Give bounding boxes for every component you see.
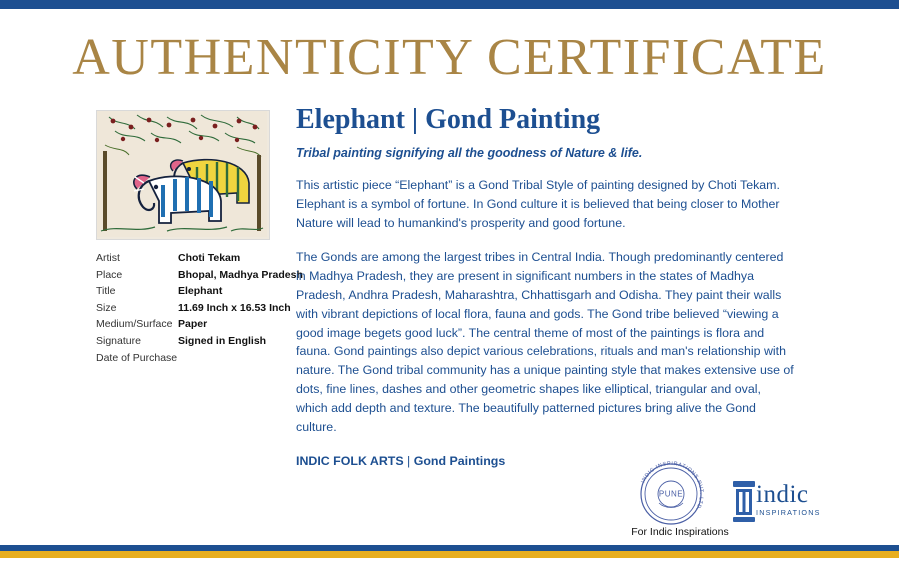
category-separator: | xyxy=(403,454,414,469)
pillar-icon xyxy=(730,477,758,523)
category-secondary: Gond Paintings xyxy=(413,454,506,469)
detail-row xyxy=(96,283,306,300)
detail-label: Title xyxy=(96,285,116,298)
detail-value: Signed in English xyxy=(178,334,267,347)
detail-label: Place xyxy=(96,268,123,281)
detail-row xyxy=(96,250,306,267)
description-paragraph-1: This artistic piece “Elephant” is a Gond Tribal Style of painting designed by Choti Tekam. Elephant is a symbol of fortune. In Gond culture it is believed that being closer to Mother Nature will lead to humankind's prosperity and good fortune. xyxy=(296,178,780,230)
category-primary: INDIC FOLK ARTS xyxy=(296,454,404,469)
category-line xyxy=(296,454,796,468)
detail-row xyxy=(96,333,306,350)
artwork-title: Elephant | Gond Painting xyxy=(296,104,601,135)
seal-stamp-icon xyxy=(632,455,710,533)
detail-label: Artist xyxy=(96,252,120,264)
detail-value: Elephant xyxy=(178,285,223,298)
artwork-details-table xyxy=(96,250,306,366)
indic-wordmark xyxy=(756,482,821,517)
description-paragraph-2: The Gonds are among the largest tribes in Central India. Though predominantly centered in Madhya Pradesh, they are present in significant numbers in the states of Madhya Pradesh, Andhra Pradesh, Maharashtra, Chhattisgarh and Odisha. They paint their walls with vibrant depictions of local flora, fauna and gods. The Gond tribe believed “viewing a good image begets good luck”. The central theme of most of the paintings is flora and fauna. Gond paintings also depict various celebrations, rituals and man's relationship with nature. The Gond tribal community has a unique painting style that makes extensive use of dots, fine lines, dashes and other geometric shapes like elliptical, triangular and oval, which add depth and texture. The beautifully patterned pictures bring alive the Gond culture. xyxy=(296,250,794,434)
gond-elephant-artwork-icon xyxy=(97,111,267,237)
detail-row xyxy=(96,350,306,367)
svg-text:INDIC INSPIRATIONS PVT. LTD.: INDIC INSPIRATIONS PVT. LTD. xyxy=(640,460,705,512)
certificate-body xyxy=(296,104,796,468)
detail-row xyxy=(96,316,306,333)
detail-label: Date of Purchase xyxy=(96,351,178,364)
bottom-white-bar xyxy=(0,558,899,565)
artwork-tagline: Tribal painting signifying all the goodness of Nature & life. xyxy=(296,146,643,160)
detail-label: Size xyxy=(96,301,117,314)
detail-label: Medium/Surface xyxy=(96,318,173,331)
svg-text:PUNE: PUNE xyxy=(658,489,684,499)
seal-caption: For Indic Inspirations xyxy=(631,526,729,538)
detail-value: Bhopal, Madhya Pradesh xyxy=(178,268,303,281)
indic-wordmark-secondary: INSPIRATIONS xyxy=(756,508,821,517)
detail-value: Paper xyxy=(178,318,208,331)
detail-value: 11.69 Inch x 16.53 Inch xyxy=(178,301,291,314)
bottom-gold-bar xyxy=(0,551,899,558)
top-accent-bar xyxy=(0,0,899,9)
page-title: AUTHENTICITY CERTIFICATE xyxy=(72,29,827,86)
detail-label: Signature xyxy=(96,334,141,347)
company-seal xyxy=(632,455,710,533)
detail-value: Choti Tekam xyxy=(178,252,241,264)
artwork-thumbnail xyxy=(96,110,270,240)
detail-row xyxy=(96,267,306,284)
detail-row xyxy=(96,300,306,317)
indic-wordmark-primary: indic xyxy=(756,481,809,508)
